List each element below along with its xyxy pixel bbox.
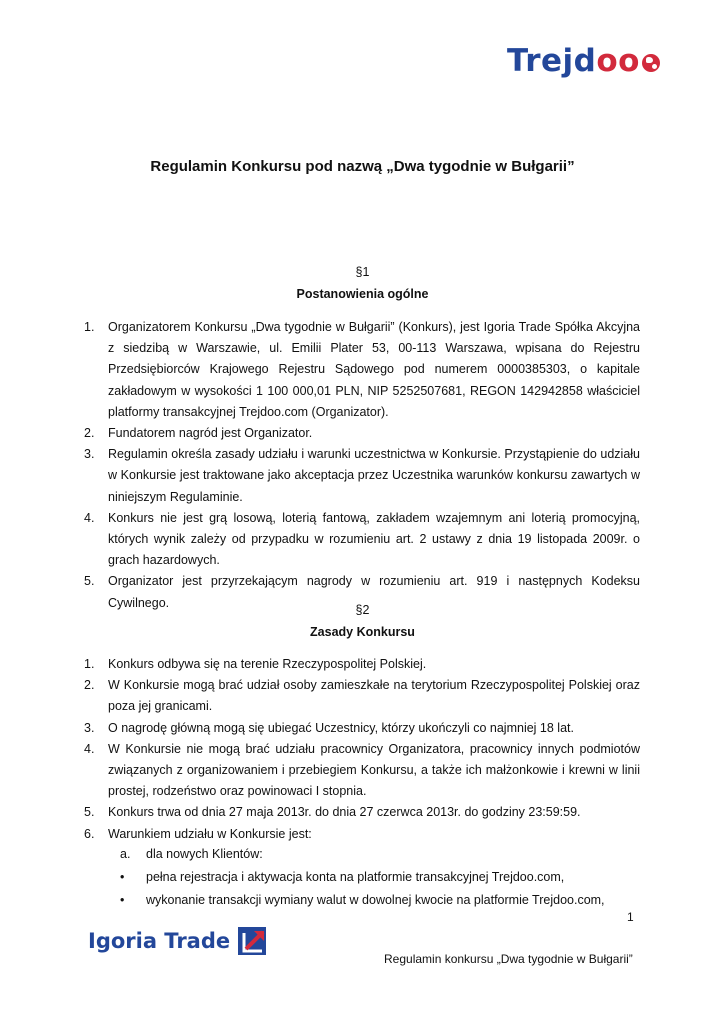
sub-item-marker: a. [120,847,131,861]
document-title: Regulamin Konkursu pod nazwą „Dwa tygodnie w Bułgarii” [150,158,575,175]
item-text: Konkurs trwa od dnia 27 maja 2013r. do dnia 27 czerwca 2013r. do godziny 23:59:59. [108,805,581,820]
item-number: 5. [84,805,95,820]
logo-text-oo: oo [596,43,640,79]
item-number: 3. [84,447,95,462]
item-number: 5. [84,574,95,589]
item-number: 6. [84,826,95,841]
list-item [84,739,640,803]
bullet-icon: • [120,893,125,908]
section-1-list [84,317,640,614]
bullet-icon: • [120,870,125,885]
list-item [84,508,640,572]
item-text: W Konkursie nie mogą brać udziału pracownicy Organizatora, pracownicy innych podmiotów związanych z organizowaniem i przebiegiem Konkursu, a także ich małżonkowie i krewni w linii prostej, rodzeństwo oraz powinowaci I stopnia. [108,741,640,799]
item-text: W Konkursie mogą brać udział osoby zamieszkałe na terytorium Rzeczypospolitej Polskiej oraz poza jej granicami. [108,678,640,714]
item-number: 4. [84,510,95,525]
sub-list-item [120,890,640,911]
page-number: 1 [627,910,634,924]
sub-list-item [120,844,640,865]
item-text: Fundatorem nagród jest Organizator. [108,426,313,441]
igoria-trade-logo [88,925,268,957]
section-1-number: §1 [355,265,370,279]
sub-item-text: dla nowych Klientów: [146,847,263,861]
list-item [84,317,640,423]
list-item [84,675,640,717]
list-item [84,802,640,823]
igoria-logo-text: Igoria Trade [88,929,231,953]
list-item [84,654,640,675]
trejdoo-logo [507,41,660,81]
item-text: Organizatorem Konkursu „Dwa tygodnie w Bułgarii” (Konkurs), jest Igoria Trade Spółka Akcyjna z siedzibą w Warszawie, ul. Emilii Plater 53, 00-113 Warszawa, wpisana do Rejestru Przedsiębiorców Krajowego Rejestru Sądowego pod numerem 0000385303, o kapitale zakładowym w wysokości 1 100 000,01 PLN, NIP 5252507681, REGON 142942858 właściciel platformy transakcyjnej Trejdoo.com (Organizator). [108,320,640,419]
globe-icon [642,54,660,72]
item-text: Regulamin określa zasady udziału i warunki uczestnictwa w Konkursie. Przystąpienie do udziału w Konkursie jest traktowane jako akceptacja przez Uczestnika warunków konkursu zawartych w niniejszym Regulaminie. [108,447,640,504]
item-number: 2. [84,678,95,693]
sub-list-item [120,867,640,888]
list-item [84,444,640,508]
item-text: Konkurs odbywa się na terenie Rzeczypospolitej Polskiej. [108,657,427,671]
condition-sublist [120,844,640,912]
sub-item-text: wykonanie transakcji wymiany walut w dowolnej kwocie na platformie Trejdoo.com, [146,893,605,908]
item-text: Konkurs nie jest grą losową, loterią fantową, zakładem wzajemnym ani loterią promocyjną, których wynik zależy od przypadku w rozumieniu art. 2 ustawy z dnia 19 listopada 2009r. o grach hazardowych. [108,510,640,568]
list-item [84,824,640,845]
item-number: 1. [84,657,95,671]
item-text: O nagrodę główną mogą się ubiegać Uczestnicy, którzy ukończyli co najmniej 18 lat. [108,720,574,735]
item-number: 4. [84,741,95,756]
section-1-title: Postanowienia ogólne [296,287,429,301]
footer-title: Regulamin konkursu „Dwa tygodnie w Bułgarii” [384,952,633,966]
section-2-title: Zasady Konkursu [310,625,415,639]
item-text: Organizator jest przyrzekającym nagrody w rozumieniu art. 919 i następnych Kodeksu Cywilnego. [108,574,640,610]
igoria-arrow-icon [236,925,268,957]
section-2-list [84,654,640,845]
list-item [84,718,640,739]
item-number: 2. [84,426,95,441]
logo-text-trejd: Trejd [507,43,597,79]
item-text: Warunkiem udziału w Konkursie jest: [108,826,312,841]
item-number: 3. [84,720,95,735]
sub-item-text: pełna rejestracja i aktywacja konta na platformie transakcyjnej Trejdoo.com, [146,870,565,885]
item-number: 1. [84,320,95,334]
list-item [84,423,640,444]
section-2-number: §2 [355,603,370,617]
